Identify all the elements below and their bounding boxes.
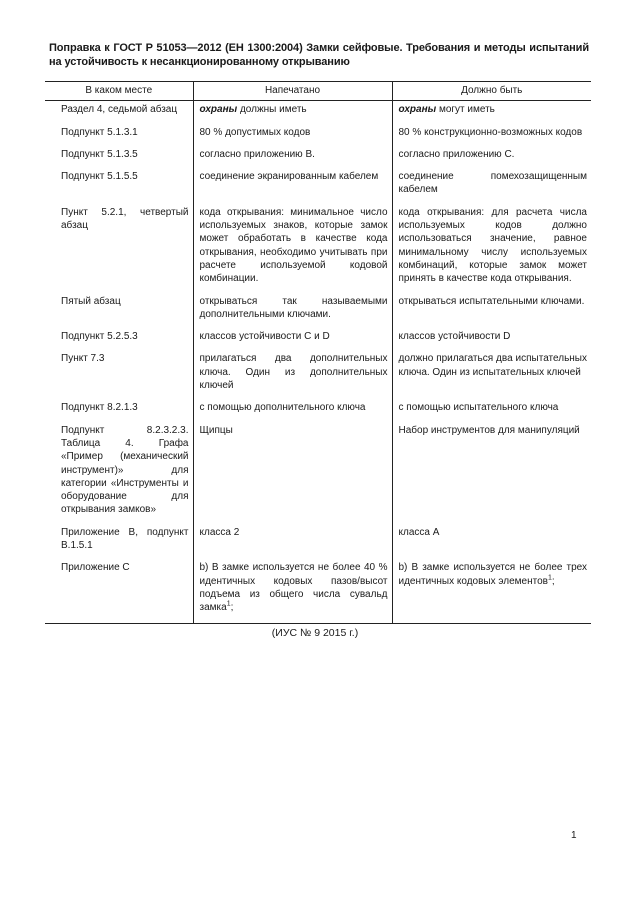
table-row: [45, 399, 591, 421]
footnote-mark: 1: [547, 574, 552, 582]
page-number: 1: [571, 830, 577, 841]
cell-correct: должно прилагаться два испытательных ключа. Один из испытательных ключей: [392, 350, 591, 399]
cell-printed: 80 % допустимых кодов: [193, 124, 392, 146]
cell-printed: охраны должны иметь: [193, 101, 392, 124]
cell-place: Приложение С: [45, 559, 193, 623]
cell-printed: классов устойчивости С и D: [193, 328, 392, 350]
cell-printed: согласно приложению В.: [193, 146, 392, 168]
table-row: [45, 559, 591, 623]
column-header-correct: Должно быть: [392, 82, 591, 101]
corrections-table: [45, 81, 591, 624]
cell-place: Подпункт 5.2.5.3: [61, 331, 138, 343]
cell-place: Подпункт 8.2.1.3: [61, 402, 138, 414]
cell-place: Пятый абзац: [61, 295, 121, 307]
cell-place: Пункт 7.3: [61, 353, 105, 365]
table-row: [45, 350, 591, 399]
footnote-mark: 1: [226, 600, 231, 608]
cell-place: Пункт 5.2.1, четвертый абзац: [61, 206, 189, 232]
document-title: Поправка к ГОСТ Р 51053—2012 (ЕН 1300:2004) Замки сейфовые. Требования и методы испытаний на устойчивость к несанкционированному открыванию: [49, 42, 589, 68]
cell-printed: класса 2: [193, 524, 392, 560]
table-row: [45, 328, 591, 350]
cell-correct: охраны могут иметь: [392, 101, 591, 124]
cell-correct: с помощью испытательного ключа: [392, 399, 591, 421]
table-row: [45, 293, 591, 329]
table-header-row: [45, 82, 591, 101]
cell-correct: 80 % конструкционно-возможных кодов: [392, 124, 591, 146]
cell-printed: кода открывания: минимальное число используемых знаков, которые замок может обработать в качестве кода открывания, необходимо учитывать при расчете используемой кодовой комбинации.: [193, 204, 392, 293]
table-row: [45, 204, 591, 293]
cell-place: Подпункт 5.1.5.5: [61, 171, 138, 183]
cell-printed: Щипцы: [193, 422, 392, 524]
cell-correct: классов устойчивости D: [392, 328, 591, 350]
cell-place: Подпункт 8.2.3.2.3. Таблица 4. Графа «Пример (механический инструмент)» для категории «Инструменты и оборудование для открывания замков»: [61, 424, 189, 516]
cell-printed: с помощью дополнительного ключа: [193, 399, 392, 421]
cell-printed: прилагаться два дополнительных ключа. Один из дополнительных ключей: [193, 350, 392, 399]
cell-place: Подпункт 5.1.3.5: [61, 148, 138, 160]
cell-correct: класса А: [392, 524, 591, 560]
emphasis-text: охраны: [398, 104, 437, 116]
cell-correct: согласно приложению С.: [392, 146, 591, 168]
table-row: [45, 146, 591, 168]
emphasis-text: охраны: [199, 104, 238, 116]
cell-place: Раздел 4, седьмой абзац: [61, 104, 178, 116]
cell-correct: Набор инструментов для манипуляций: [392, 422, 591, 524]
cell-correct: b) В замке используется не более трех идентичных кодовых элементов$^1$;: [392, 559, 591, 623]
cell-correct: кода открывания: для расчета числа используемых кодов должно использоваться значение, равное минимальному числу используемых комбинаций, которые замок может принять в качестве кода открывания.: [392, 204, 591, 293]
column-header-printed: Напечатано: [193, 82, 392, 101]
cell-place: Подпункт 5.1.3.1: [61, 126, 138, 138]
column-header-place: В каком месте: [45, 82, 193, 101]
source-reference: (ИУС № 9 2015 г.): [271, 627, 359, 639]
table-row: [45, 524, 591, 560]
table-row: [45, 101, 591, 124]
cell-printed: b) В замке используется не более 40 % идентичных кодовых пазов/высот подъема из общего числа сувальд замка$^1$;: [193, 559, 392, 623]
table-row: [45, 124, 591, 146]
cell-correct: открываться испытательными ключами.: [392, 293, 591, 329]
cell-correct: соединение помехозащищенным кабелем: [392, 168, 591, 204]
table-row: [45, 168, 591, 204]
cell-printed: соединение экранированным кабелем: [193, 168, 392, 204]
cell-printed: открываться так называемыми дополнительными ключами.: [193, 293, 392, 329]
cell-place: Приложение В, подпункт В.1.5.1: [61, 526, 189, 552]
table-row: [45, 422, 591, 524]
